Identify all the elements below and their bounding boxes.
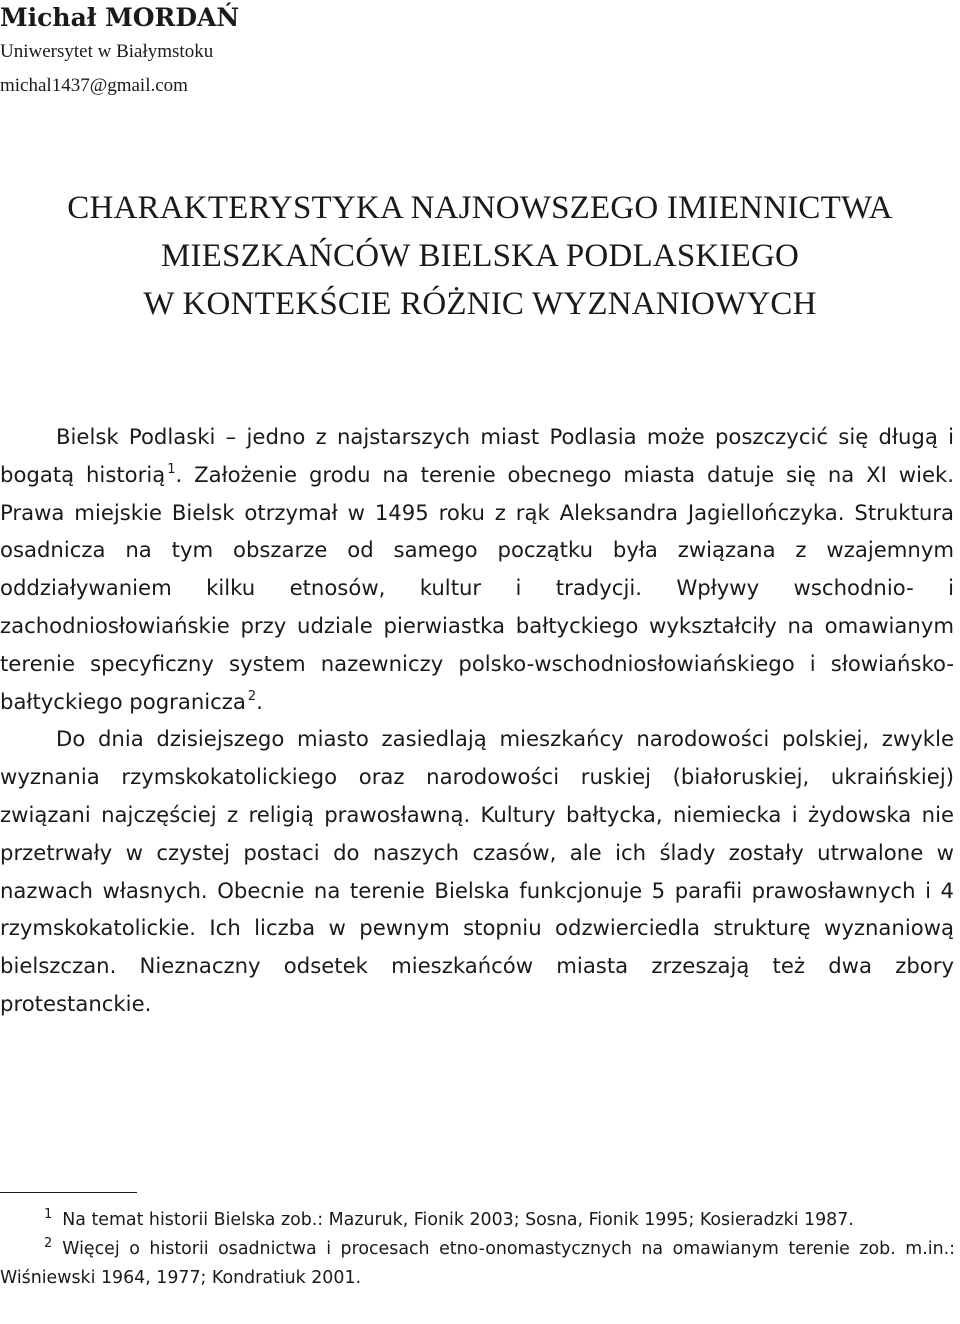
footnote-text: Więcej o historii osadnictwa i procesach etno-onomastycznych na omawianym terenie zob. m.in.: Wiśniewski 1964, 1977; Kondratiuk 2001. <box>0 1239 955 1288</box>
article-title <box>0 184 960 328</box>
footnote-ref-1[interactable]: 1 <box>167 461 176 477</box>
footnotes <box>0 1206 955 1293</box>
footnote-2: 2 Więcej o historii osadnictwa i procesach etno-onomastycznych na omawianym terenie zob. m.in.: Wiśniewski 1964, 1977; Kondratiuk 2001. <box>0 1236 955 1288</box>
author-name: Michał MORDAŃ <box>0 3 240 32</box>
body-paragraph-1 <box>0 418 954 720</box>
title-line-2: MIESZKAŃCÓW BIELSKA PODLASKIEGO <box>160 238 800 274</box>
footnote-1: 1 Na temat historii Bielska zob.: Mazuruk, Fionik 2003; Sosna, Fionik 1995; Kosieradzki 1987. <box>44 1207 854 1230</box>
footnote-separator <box>0 1192 137 1193</box>
author-email: michal1437@gmail.com <box>0 75 188 96</box>
article-body <box>0 418 954 1023</box>
body-text-segment: . Założenie grodu na terenie obecnego miasta datuje się na XI wiek. Prawa miejskie Bielsk otrzymał w 1495 roku z rąk Aleksandra Jagiellończyka. Struktura osadnicza na tym obszarze od samego początku była związana z wzajemnym oddziaływaniem kilku etnosów, kultur i tradycji. Wpływy wschodnio- i zachodniosłowiańskie przy udziale pierwiastka bałtyckiego wykształciły na omawianym terenie specyficzny system nazewniczy polsko-wschodniosłowiańskiego i słowiańsko-bałtyckiego pogranicza <box>0 461 954 714</box>
body-paragraph-2: Do dnia dzisiejszego miasto zasiedlają mieszkańcy narodowości polskiej, zwykle wyznania rzymskokatolickiego oraz narodowości ruskiej (białoruskiej, ukraińskiej) związani najczęściej z religią prawosławną. Kultury bałtycka, niemiecka i żydowska nie przetrwały w czystej postaci do naszych czasów, ale ich ślady zostały utrwalone w nazwach własnych. Obecnie na terenie Bielska funkcjonuje 5 parafii prawosławnych i 4 rzymskokatolickie. Ich liczba w pewnym stopniu odzwierciedla strukturę wyznaniową bielszczan. Nieznaczny odsetek mieszkańców miasta zrzeszają też dwa zbory protestanckie. <box>0 726 954 1016</box>
body-text-segment: . <box>256 688 263 714</box>
author-affiliation: Uniwersytet w Białymstoku <box>0 41 214 62</box>
footnote-text: Na temat historii Bielska zob.: Mazuruk, Fionik 2003; Sosna, Fionik 1995; Kosieradzki 1987. <box>62 1210 854 1230</box>
footnote-ref-2[interactable]: 2 <box>247 688 257 704</box>
body-text-segment: Bielsk Podlaski – jedno z najstarszych miast Podlasia może poszczycić się długą i bogatą historią <box>0 424 954 487</box>
title-line-3: W KONTEKŚCIE RÓŻNIC WYZNANIOWYCH <box>143 286 817 322</box>
title-line-1: CHARAKTERYSTYKA NAJNOWSZEGO IMIENNICTWA <box>67 190 893 226</box>
